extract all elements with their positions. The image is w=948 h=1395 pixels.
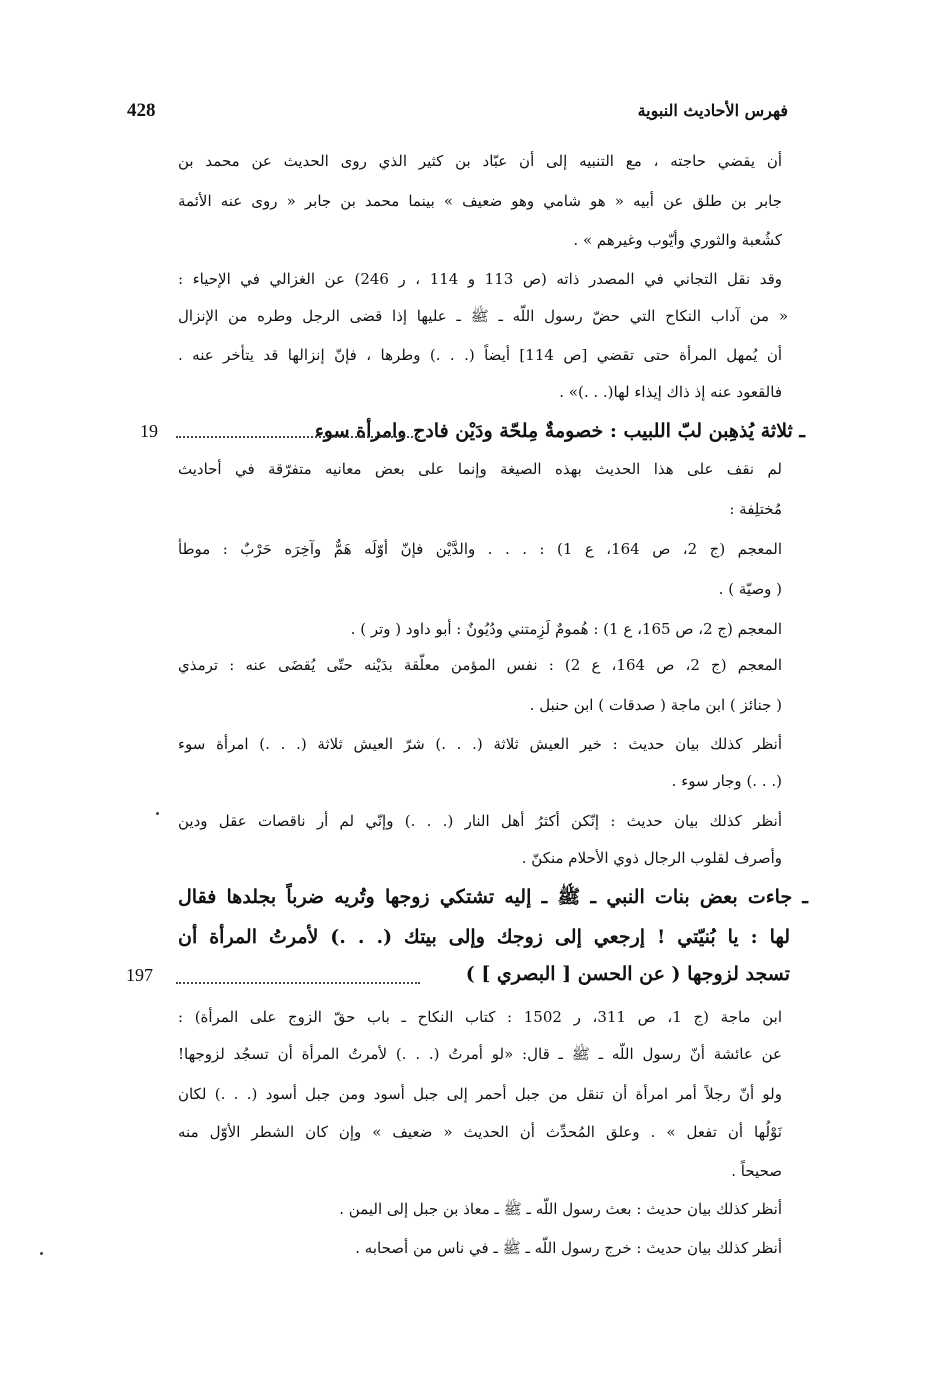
hadith-heading: لها : يا بُنيّتي ! إرجعي إلى زوجك وإلى بيتك (. . .) لأمرتُ المرأة أن bbox=[178, 926, 790, 948]
hadith-reference: 197 bbox=[126, 965, 153, 985]
body-line: ( جنائز ) ابن ماجة ( صدقات ) ابن حنبل . bbox=[529, 696, 782, 714]
body-line: وأصرف لقلوب الرجال ذوي الأحلام منكنّ . bbox=[521, 849, 782, 867]
scan-speck bbox=[40, 1252, 43, 1255]
body-line: أن يقضي حاجته ، مع التنبيه إلى أن عبّاد بن كثير الذي روى الحديث عن محمد بن bbox=[178, 152, 782, 170]
body-line: صحيحاً . bbox=[731, 1162, 782, 1180]
body-line: فالقعود عنه إذ ذاك إيذاء لها(. . .)» . bbox=[559, 383, 782, 401]
body-line: المعجم (ج 2، ص 164، ع 1) : . . . والدَّيْن فإنّ أوّلَه هَمٌّ وآخِرَه حَرْبٌ : موطأ bbox=[178, 540, 782, 558]
body-line: المعجم (ج 2، ص 165، ع 1) : هُمومٌ لَزِمتني ودُيُونٌ : أبو داود ( وتر ) . bbox=[350, 620, 782, 638]
body-line: نَوْلُها أن تفعل » . وعلق المُحدِّث أن الحديث « ضعيف » وإن كان الشطر الأوّل منه bbox=[178, 1123, 782, 1141]
hadith-reference: 19 bbox=[140, 421, 158, 441]
running-header-title: فهرس الأحاديث النبوية bbox=[637, 101, 788, 120]
body-line: ( وصيّة ) . bbox=[718, 580, 782, 598]
body-line: (. . .) وجار سوء . bbox=[671, 772, 782, 790]
body-line: أن يُمهل المرأة حتى تقضي [ص 114] أيضاً (. . .) وطرها ، فإنّ إنزالها قد يتأخر عنه . bbox=[178, 346, 783, 364]
body-line: عن عائشة أنّ رسول اللّه ـ ﷺ ـ قال: «لو أمرتُ (. . .) لأمرتُ المرأة أن تسجُد لزوجها! bbox=[178, 1045, 782, 1063]
body-line: جابر بن طلق عن أبيه « هو شامي وهو ضعيف » بينما محمد بن جابر « روى عنه الأئمة bbox=[178, 192, 782, 210]
body-line: وقد نقل التجاني في المصدر ذاته (ص 113 و 114 ، ر 246) عن الغزالي في الإحياء : bbox=[178, 270, 782, 288]
body-line: ولو أنّ رجلاً أمر امرأة أن تنقل من جبل أحمر إلى جبل أسود ومن جبل أسود (. . .) لكان bbox=[178, 1085, 782, 1103]
body-line: المعجم (ج 2، ص 164، ع 2) : نفس المؤمن معلّقة بدَيْنه حتّى يُقضَى عنه : ترمذي bbox=[178, 656, 783, 674]
body-line: مُختلِفة : bbox=[729, 500, 782, 518]
body-line: لم نقف على هذا الحديث بهذه الصيغة وإنما على بعض معانيه متفرّقة في أحاديث bbox=[178, 460, 782, 478]
body-line: أنظر كذلك بيان حديث : إنّكن أكثرُ أهل النار (. . .) وإنّي لم أر ناقصات عقل ودين bbox=[178, 812, 782, 830]
leader-dots bbox=[176, 982, 420, 984]
body-line: كشُعبة والثوري وأيّوب وغيرهم » . bbox=[573, 231, 782, 249]
scan-speck bbox=[156, 812, 159, 815]
body-line: أنظر كذلك بيان حديث : بعث رسول اللّه ـ ﷺ ـ معاذ بن جبل إلى اليمن . bbox=[339, 1200, 782, 1218]
hadith-heading: ـ جاءت بعض بنات النبي ـ ﷺ ـ إليه تشتكي زوجها وتُريه ضرباً بجلدها فقال bbox=[178, 886, 808, 908]
body-line: ابن ماجة (ج 1، ص 311، ر 1502 : كتاب النكاح ـ باب حقّ الزوج على المرأة) : bbox=[178, 1008, 782, 1026]
page-number: 428 bbox=[127, 100, 156, 121]
hadith-heading: تسجد لزوجها ( عن الحسن [ البصري ] ) bbox=[465, 963, 790, 985]
body-line: « من آداب النكاح التي حضّ رسول اللّه ـ ﷺ ـ عليها إذا قضى الرجل وطره من الإنزال bbox=[178, 307, 788, 325]
hadith-heading: ـ ثلاثة يُذهِبن لبّ اللبيب : خصومةٌ مِلحّة ودَيْن فادح وامرأة سوء bbox=[314, 420, 805, 442]
body-line: أنظر كذلك بيان حديث : خرج رسول اللّه ـ ﷺ ـ في ناس من أصحابه . bbox=[355, 1239, 782, 1257]
body-line: أنظر كذلك بيان حديث : خير العيش ثلاثة (. . .) شرّ العيش ثلاثة (. . .) امرأة سوء bbox=[178, 735, 782, 753]
leader-dots bbox=[176, 436, 420, 438]
